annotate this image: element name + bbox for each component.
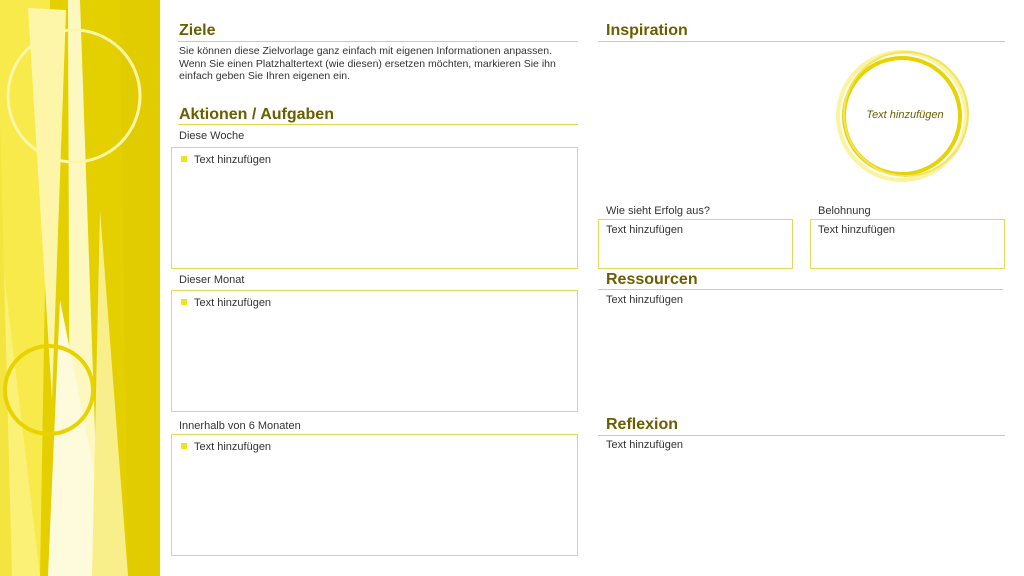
section-label-this-week: Diese Woche — [179, 130, 245, 142]
reflection-title: Reflexion — [606, 416, 679, 433]
this-week-item[interactable] — [181, 154, 271, 167]
section-label-this-month: Dieser Monat — [179, 274, 245, 286]
bullet-icon — [181, 443, 187, 449]
resources-rule — [598, 289, 1003, 290]
this-week-item-text: Text hinzufügen — [194, 154, 272, 166]
this-month-item-text: Text hinzufügen — [194, 297, 272, 309]
inspiration-circle-text[interactable]: Text hinzufügen — [866, 109, 944, 121]
resources-value[interactable]: Text hinzufügen — [606, 294, 684, 306]
six-months-box[interactable] — [171, 434, 578, 556]
six-months-item-text: Text hinzufügen — [194, 441, 272, 453]
section-label-six-months: Innerhalb von 6 Monaten — [179, 420, 301, 432]
success-box[interactable] — [598, 219, 793, 269]
reward-label: Belohnung — [818, 205, 871, 217]
goals-rule — [178, 41, 578, 42]
success-value: Text hinzufügen — [606, 224, 684, 236]
reward-box[interactable] — [810, 219, 1005, 269]
reward-value: Text hinzufügen — [818, 224, 896, 236]
this-week-box[interactable] — [171, 147, 578, 269]
success-label: Wie sieht Erfolg aus? — [606, 205, 710, 217]
bullet-icon — [181, 299, 187, 305]
bullet-icon — [181, 156, 187, 162]
goals-title: Ziele — [179, 22, 216, 39]
this-month-item[interactable] — [181, 297, 271, 310]
reflection-rule — [598, 435, 1005, 436]
actions-rule — [178, 124, 578, 125]
resources-title: Ressourcen — [606, 271, 698, 288]
this-month-box[interactable] — [171, 290, 578, 412]
actions-title: Aktionen / Aufgaben — [179, 106, 334, 123]
inspiration-title: Inspiration — [606, 22, 688, 39]
decorative-side-panel — [0, 0, 160, 576]
inspiration-rule — [598, 41, 1005, 42]
goals-description[interactable]: Sie können diese Zielvorlage ganz einfach mit eigenen Informationen anpassen. Wenn Sie einen Platzhaltertext (wie diesen) ersetzen möchten, markieren Sie ihn einfach geben Sie Ihren eigenen ein. — [179, 45, 556, 82]
six-months-item[interactable] — [181, 441, 271, 454]
reflection-value[interactable]: Text hinzufügen — [606, 439, 684, 451]
